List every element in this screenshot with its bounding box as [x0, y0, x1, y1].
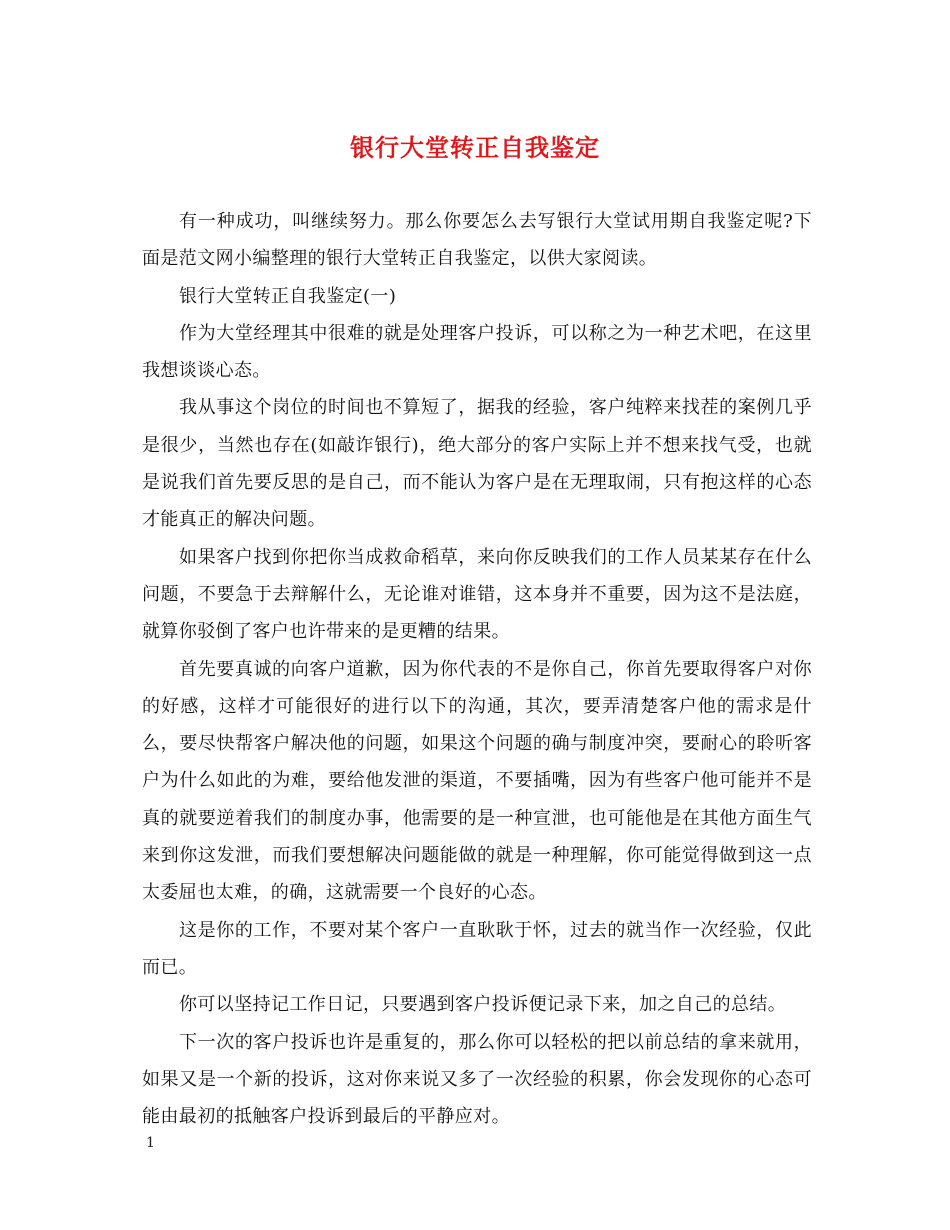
paragraph: 下一次的客户投诉也许是重复的，那么你可以轻松的把以前总结的拿来就用，如果又是一个新的投诉，这对你来说又多了一次经验的积累，你会发现你的心态可能由最初的抵触客户投诉到最后的平静应对。 — [142, 1031, 812, 1128]
paragraph-intro: 有一种成功，叫继续努力。那么你要怎么去写银行大堂试用期自我鉴定呢?下面是范文网小编整理的银行大堂转正自我鉴定，以供大家阅读。 — [142, 211, 812, 270]
paragraph: 如果客户找到你把你当成救命稻草，来向你反映我们的工作人员某某存在什么问题，不要急于去辩解什么，无论谁对谁错，这本身并不重要，因为这不是法庭，就算你驳倒了客户也许带来的是更糟的结果。 — [142, 546, 812, 643]
document-body — [142, 203, 812, 1135]
page-title: 银行大堂转正自我鉴定 — [350, 133, 600, 162]
paragraph: 你可以坚持记工作日记，只要遇到客户投诉便记录下来，加之自己的总结。 — [179, 994, 787, 1016]
page-number: 1 — [146, 1135, 155, 1151]
paragraph: 作为大堂经理其中很难的就是处理客户投诉，可以称之为一种艺术吧，在这里我想谈谈心态。 — [142, 322, 812, 382]
paragraph: 我从事这个岗位的时间也不算短了，据我的经验，客户纯粹来找茬的案例几乎是很少，当然也存在(如敲诈银行)，绝大部分的客户实际上并不想来找气受，也就是说我们首先要反思的是自己，而不能认为客户是在无理取闹，只有抱这样的心态才能真正的解决问题。 — [142, 397, 812, 531]
section-heading: 银行大堂转正自我鉴定(一) — [179, 285, 397, 307]
paragraph: 这是你的工作，不要对某个客户一直耿耿于怀，过去的就当作一次经验，仅此而已。 — [142, 919, 812, 978]
paragraph: 首先要真诚的向客户道歉，因为你代表的不是你自己，你首先要取得客户对你的好感，这样才可能很好的进行以下的沟通，其次，要弄清楚客户他的需求是什么，要尽快帮客户解决他的问题，如果这个问题的确与制度冲突，要耐心的聆听客户为什么如此的为难，要给他发泄的渠道，不要插嘴，因为有些客户他可能并不是真的就要逆着我们的制度办事，他需要的是一种宣泄，也可能他是在其他方面生气来到你这发泄，而我们要想解决问题能做的就是一种理解，你可能觉得做到这一点太委屈也太难，的确，这就需要一个良好的心态。 — [142, 658, 812, 904]
